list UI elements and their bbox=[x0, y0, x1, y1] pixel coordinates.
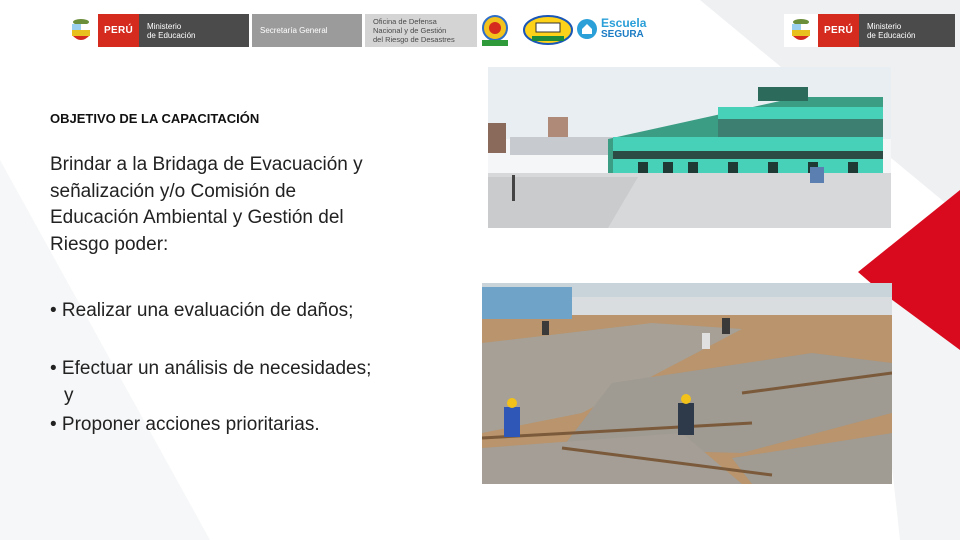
intro-line: señalización y/o Comisión de bbox=[50, 180, 297, 202]
intro-line: Educación Ambiental y Gestión del bbox=[50, 207, 344, 228]
escuela-line-1: Escuela bbox=[601, 16, 647, 30]
ministerio-label bbox=[139, 14, 249, 47]
bullet-item: • Realizar una evaluación de daños; bbox=[50, 300, 354, 321]
intro-paragraph bbox=[50, 152, 430, 258]
bullet-continuation: y bbox=[64, 385, 74, 406]
intro-line: Riesgo poder: bbox=[50, 233, 169, 255]
peru-label: PERÚ bbox=[818, 14, 859, 47]
badge-icon bbox=[522, 14, 574, 48]
bullet-item: • Proponer acciones prioritarias. bbox=[50, 414, 320, 435]
secretaria-label: Secretaría General bbox=[252, 14, 362, 47]
peru-label: PERÚ bbox=[98, 14, 139, 47]
escuela-segura-icon bbox=[576, 18, 598, 40]
oficina-line-2: Nacional y de Gestión bbox=[372, 26, 447, 35]
escuela-segura-logo bbox=[576, 18, 646, 40]
school-building-photo bbox=[488, 67, 891, 228]
construction-site-photo bbox=[482, 283, 892, 484]
ministerio-label bbox=[859, 14, 955, 47]
oficina-line-1: Oficina de Defensa bbox=[372, 17, 437, 26]
ministerio-line-1: Ministerio bbox=[146, 21, 182, 31]
oficina-label bbox=[365, 14, 477, 47]
oficina-line-3: del Riesgo de Desastres bbox=[372, 35, 455, 44]
ministerio-line-2: de Educación bbox=[146, 30, 196, 40]
ministerio-line-2: de Educación bbox=[866, 30, 916, 40]
bullet-item: • Efectuar un análisis de necesidades; bbox=[50, 358, 372, 379]
escuela-line-2: SEGURA bbox=[601, 29, 644, 40]
section-title: OBJETIVO DE LA CAPACITACIÓN bbox=[50, 111, 260, 126]
peru-shield-icon bbox=[64, 14, 98, 47]
header-logo-right bbox=[784, 14, 955, 47]
header-logo-left bbox=[64, 14, 477, 47]
peru-shield-icon bbox=[784, 14, 818, 47]
ministerio-line-1: Ministerio bbox=[866, 21, 902, 31]
intro-line: Brindar a la Bridaga de Evacuación y bbox=[50, 154, 363, 175]
emblem-icon bbox=[474, 14, 516, 48]
